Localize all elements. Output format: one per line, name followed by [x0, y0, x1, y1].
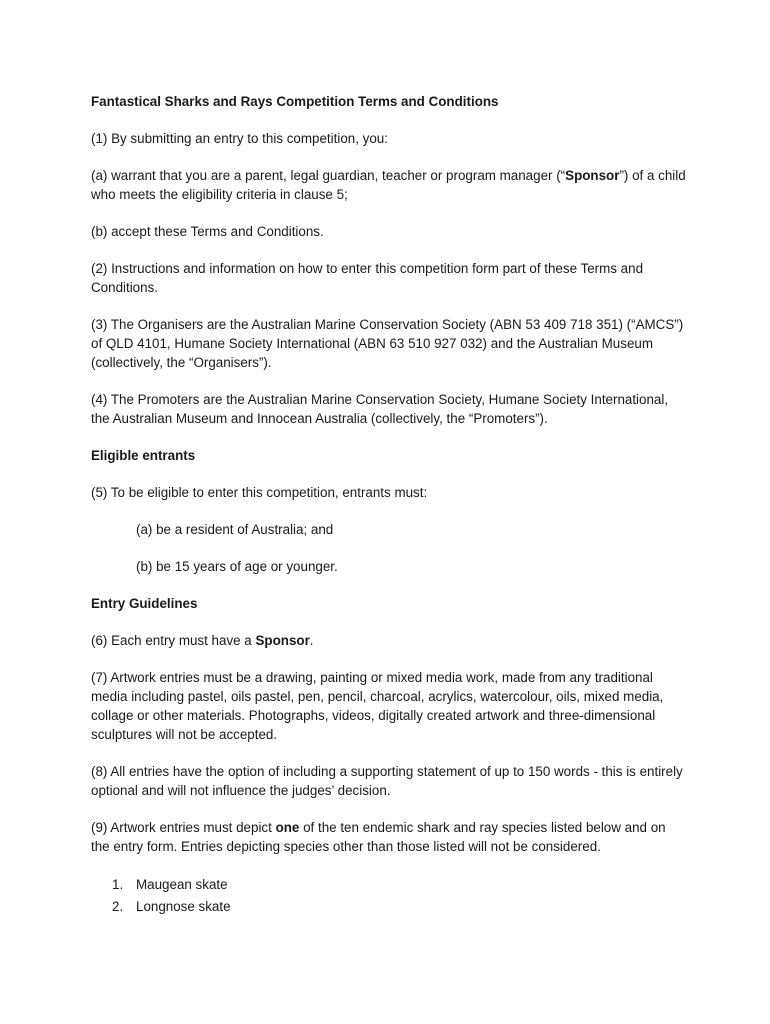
list-item-label: Maugean skate — [136, 877, 228, 892]
clause-9 — [91, 818, 686, 856]
clause-1b: (b) accept these Terms and Conditions. — [91, 224, 324, 239]
one-emphasis: one — [275, 820, 300, 835]
clause-1a — [91, 166, 686, 204]
clause-1: (1) By submitting an entry to this competition, you: — [91, 131, 388, 146]
document-page — [91, 92, 686, 918]
clause-6-text-end: . — [309, 633, 314, 648]
clause-7: (7) Artwork entries must be a drawing, painting or mixed media work, made from any traditional media including pastel, oils pastel, pen, pencil, charcoal, acrylics, watercolour, oils, mixed media, collage or other materials. Photographs, videos, digitally created artwork and three-dimensional sculptures will not be accepted. — [91, 670, 664, 742]
list-item-label: Longnose skate — [136, 899, 231, 914]
clause-5a: (a) be a resident of Australia; and — [136, 522, 334, 537]
clause-9-text-end: of the ten endemic shark and ray species listed below and on the entry form. Entries depicting species other than those listed will not be considered. — [91, 820, 666, 854]
clause-5: (5) To be eligible to enter this competition, entrants must: — [91, 485, 428, 500]
clause-1a-text-end: ”) of a child who meets the eligibility criteria in clause 5; — [91, 168, 686, 202]
heading-eligible-entrants: Eligible entrants — [91, 448, 196, 463]
list-item — [91, 874, 686, 896]
list-item-number: 2. — [112, 899, 124, 914]
list-item — [91, 896, 686, 918]
sponsor-term: Sponsor — [255, 633, 310, 648]
clause-9-text-start: (9) Artwork entries must depict — [91, 820, 276, 835]
clause-3: (3) The Organisers are the Australian Marine Conservation Society (ABN 53 409 718 351) (“AMCS”) of QLD 4101, Humane Society International (ABN 63 510 927 032) and the Australian Museum (collectively, the “Organisers”). — [91, 317, 684, 370]
clause-6-text-start: (6) Each entry must have a — [91, 633, 256, 648]
document-title: Fantastical Sharks and Rays Competition Terms and Conditions — [91, 94, 499, 109]
clause-2: (2) Instructions and information on how to enter this competition form part of these Terms and Conditions. — [91, 261, 644, 295]
species-list — [91, 874, 686, 918]
list-item-number: 1. — [112, 877, 124, 892]
clause-8: (8) All entries have the option of including a supporting statement of up to 150 words - this is entirely optional and will not influence the judges’ decision. — [91, 764, 683, 798]
heading-entry-guidelines: Entry Guidelines — [91, 596, 198, 611]
clause-4: (4) The Promoters are the Australian Marine Conservation Society, Humane Society International, the Australian Museum and Innocean Australia (collectively, the “Promoters”). — [91, 392, 669, 426]
clause-1a-text-start: (a) warrant that you are a parent, legal guardian, teacher or program manager (“ — [91, 168, 566, 183]
sponsor-term: Sponsor — [565, 168, 620, 183]
clause-5b: (b) be 15 years of age or younger. — [136, 559, 338, 574]
clause-6 — [91, 631, 686, 650]
